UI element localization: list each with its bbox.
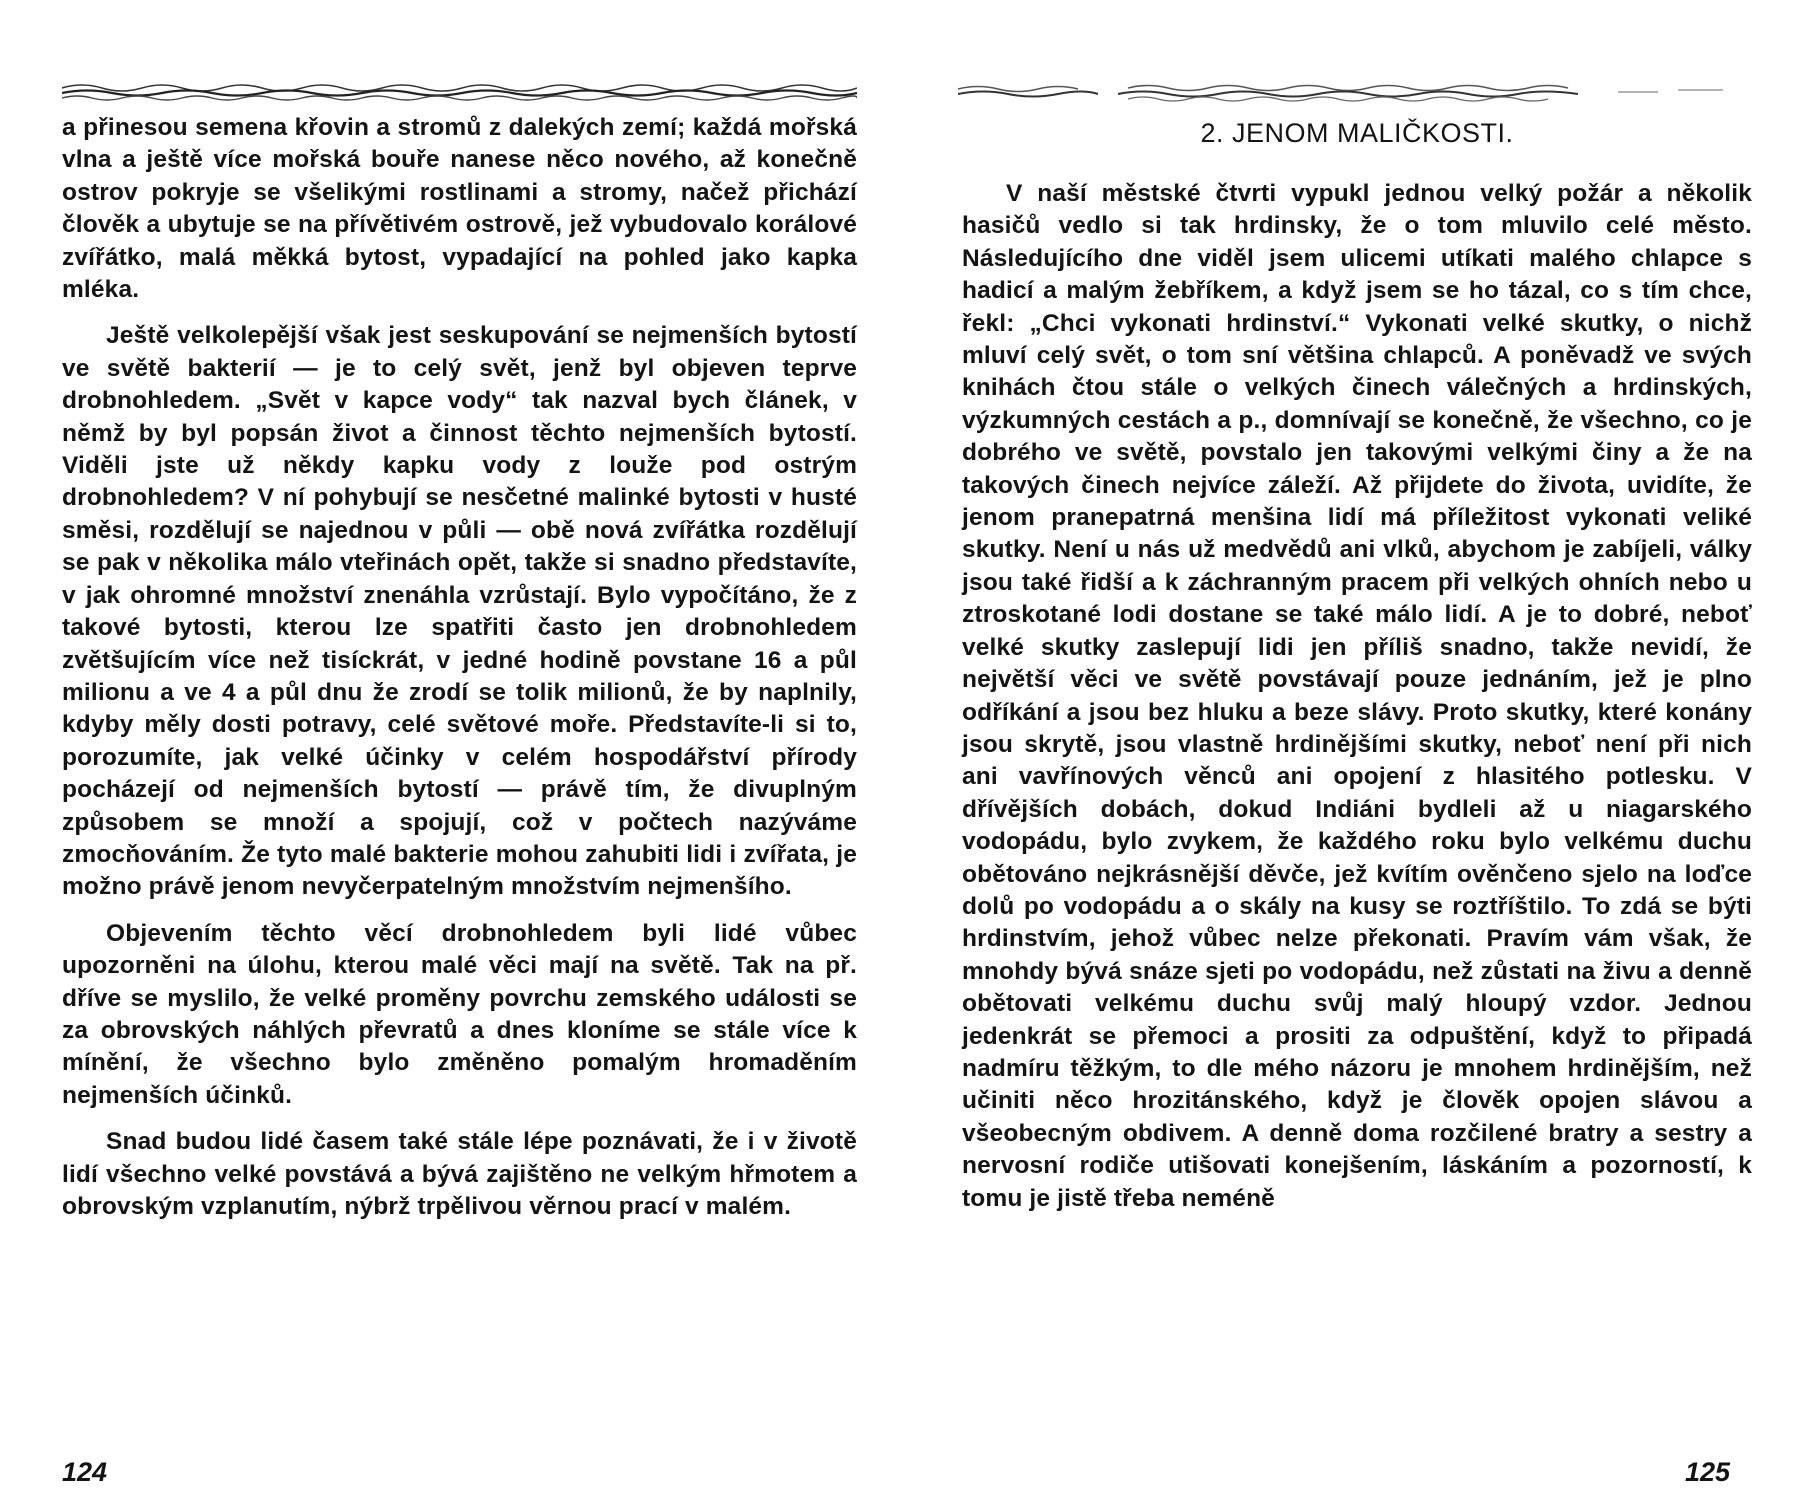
paragraph: Objevením těchto věcí drobnohledem byli lidé vůbec upozorněni na úlohu, kterou malé věci mají na světě. Tak na př. dříve se myslilo, že velké proměny povrchu zemského události se za obrovských náhlých převratů a dnes kloníme se stále více k mínění, že všechno bylo změněno pomalým hromaděním nejmenších účinků. [62,919,857,1109]
left-body-text [62,112,857,1223]
paragraph: Snad budou lidé časem také stále lépe poznávati, že i v životě lidí všechno velké povstává a bývá zajištěno ne velkým hřmotem a obrovským vzplanutím, nýbrž trpělivou věrnou prací v malém. [62,1128,857,1220]
chapter-title: 2. JENOM MALIČKOSTI. [1200,118,1514,148]
page-number: 124 [62,1457,108,1487]
right-body-text [962,178,1752,1215]
paragraph: a přinesou semena křovin a stromů z dalekých zemí; každá mořská vlna a ještě více mořská bouře nanese něco nového, až konečně ostrov pokryje se všelikými rostlinami a stromy, načež přichází člověk a ubytuje se na přívětivém ostrově, jež vybudovalo korálové zvířátko, malá měkká bytost, vypadající na pohled jako kapka mléka. [62,114,857,304]
paragraph: Ještě velkolepější však jest seskupování se nejmenších bytostí ve světě bakterií — je to celý svět, jenž byl objeven teprve drobnohledem. „Svět v kapce vody“ tak nazval bych článek, v němž by byl popsán život a činnost těchto nejmenších bytostí. Viděli jste už někdy kapku vody z louže pod ostrým drobnohledem? V ní pohybují se nesčetné malinké bytosti v husté směsi, rozdělují se najednou v půli — obě nová zvířátka rozdělují se pak v několika málo vteřinách opět, takže si snadno představíte, v jak ohromné množství znenáhla vzrůstají. Bylo vypočítáno, že z takové bytosti, kterou lze spatřiti často jen drobnohledem zvětšujícím více než tisíckrát, v jedné hodině povstane 16 a půl milionu a ve 4 a půl dnu že zrodí se tolik milionů, že by naplnily, kdyby měly dosti potravy, celé světové moře. Představíte-li si to, porozumíte, jak velké účinky v celém hospodářství přírody pocházejí od nejmenších bytostí — právě tím, že divuplným způsobem se množí a spojují, což v počtech nazýváme zmocňováním. Že tyto malé bakterie mohou zahubiti lidi i zvířata, je možno právě jenom nevyčerpatelným množstvím nejmenšího. [62,322,857,901]
header-ornament [958,80,1723,102]
paragraph: V naší městské čtvrti vypukl jednou velký požár a několik hasičů vedlo si tak hrdinsky, že o tom mluvilo celé město. Následujícího dne viděl jsem ulicemi utíkati malého chlapce s hadicí a malým žebříkem, a když jsem se ho tázal, co s tím chce, řekl: „Chci vykonati hrdinství.“ Vykonati velké skutky, o nichž mluví celý svět, o tom sní většina chlapců. A poněvadž ve svých knihách čtou stále o velkých činech válečných a hrdinských, výzkumných cestách a p., domnívají se konečně, že všechno, co je dobrého ve světě, povstalo jen takovými velkými činy a že na takových činech nejvíce záleží. Až přijdete do života, uvidíte, že jenom pranepatrná menšina lidí má příležitost vykonati veliké skutky. Není u nás už medvědů ani vlků, abychom je zabíjeli, války jsou také řidší a k záchranným pracem při velkých ohních nebo u ztroskotané lodi dostane se také málo lidí. A je to dobré, neboť velké skutky zaslepují lidi jen příliš snadno, takže nevidí, že největší věci ve světě povstávají pouze jednáním, jež je plno odříkání a jsou bez hluku a beze slávy. Proto skutky, které konány jsou skrytě, jsou vlastně hrdinějšími skutky, neboť není při nich ani vavřínových věnců ani opojení z hlasitého potlesku. V dřívějších dobách, dokud Indiáni bydleli až u niagarského vodopádu, bylo zvykem, že každého roku bylo velkému duchu obětováno nejkrásnější děvče, jež kvítím ověnčeno sjelo na loďce dolů po vodopádu a o skály na kusy se roztříštilo. To zdá se býti hrdinstvím, jehož vůbec nelze překonati. Pravím vám však, že mnohdy bývá snáze sjeti po vodopádu, než zůstati na živu a denně obětovati velkému duchu svůj malý hloupý vzdor. Jednou jedenkrát se přemoci a prositi za odpuštění, když to připadá nadmíru těžkým, to dle mého názoru je mnohem hrdinějším, než učiniti něco hrozitánského, když je člověk opojen slávou a všeobecným obdivem. A denně doma rozčilené bratry a sestry a nervosní rodiče utišovati konejšením, láskáním a pozorností, k tomu je jistě třeba neméně [962,180,1752,1212]
header-ornament [62,80,857,102]
page-number: 125 [1684,1457,1730,1487]
right-page [900,0,1800,1500]
